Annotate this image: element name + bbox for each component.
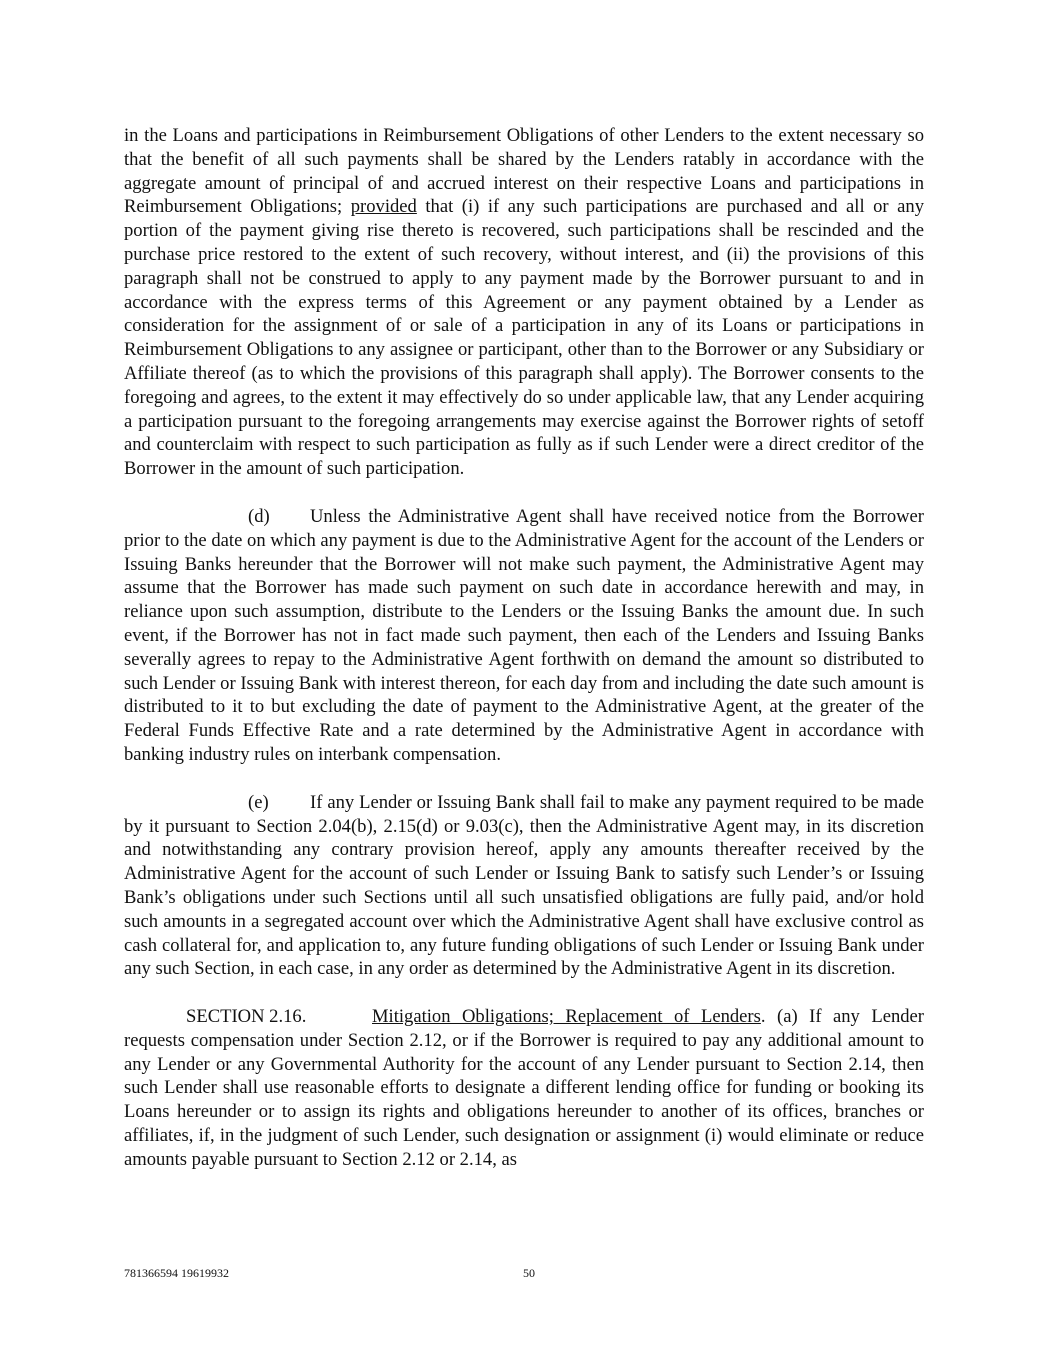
- provided-term: provided: [350, 196, 417, 218]
- body-text: [124, 124, 924, 1172]
- paragraph-d-text: Unless the Administrative Agent shall have received notice from the Borrower prior to the date on which any payment is due to the Administrative Agent for the account of the Lenders or Issuing Banks hereunder that the Borrower will not make such payment, the Administrative Agent may assume that the Borrower has made such payment on such date in accordance herewith and may, in reliance upon such assumption, distribute to the Lenders or the Issuing Banks the amount due. In such event, if the Borrower has not in fact made such payment, then each of the Lenders and Issuing Banks severally agrees to repay to the Administrative Agent forthwith on demand the amount so distributed to such Lender or Issuing Bank with interest thereon, for each day from and including the date such amount is distributed to it to but excluding the date of payment to the Administrative Agent, at the greater of the Federal Funds Effective Rate and a rate determined by the Administrative Agent in accordance with banking industry rules on interbank compensation.: [124, 505, 924, 765]
- paragraph-d: [124, 505, 924, 767]
- footer-document-id: 781366594 19619932: [124, 1266, 229, 1280]
- paragraph-e-text: If any Lender or Issuing Bank shall fail to make any payment required to be made by it pursuant to Section 2.04(b), 2.15(d) or 9.03(c), then the Administrative Agent may, in its discretion and notwithstanding any contrary provision hereof, apply any amounts thereafter received by the Administrative Agent for the account of such Lender or Issuing Bank to satisfy such Lender’s or Issuing Bank’s obligations under such Sections until all such unsatisfied obligations are fully paid, and/or hold such amounts in a segregated account over which the Administrative Agent shall have exclusive control as cash collateral for, and application to, any future funding obligations of such Lender or Issuing Bank under any such Section, in each case, in any order as determined by the Administrative Agent in its discretion.: [124, 791, 924, 980]
- paragraph-c-text-a: in the Loans and participations in Reimbursement Obligations of other Lenders to the extent necessary so that the benefit of all such payments shall be shared by the Lenders ratably in accordance with the aggregate amount of principal of and accrued interest on their respective Loans and participations in Reimbursement Obligations;: [124, 125, 924, 218]
- section-heading: Mitigation Obligations; Replacement of Lenders: [372, 1006, 761, 1028]
- paragraph-c-text-b: that (i) if any such participations are purchased and all or any portion of the payment giving rise thereto is recovered, such participations shall be rescinded and the purchase price restored to the extent of such recovery, without interest, and (ii) the provisions of this paragraph shall not be construed to apply to any payment made by the Borrower pursuant to and in accordance with the express terms of this Agreement or any payment obtained by a Lender as consideration for the assignment of or sale of a participation in any of its Loans or participations in Reimbursement Obligations to any assignee or participant, other than to the Borrower or any Subsidiary or Affiliate thereof (as to which the provisions of this paragraph shall apply). The Borrower consents to the foregoing and agrees, to the extent it may effectively do so under applicable law, that any Lender acquiring a participation pursuant to the foregoing arrangements may exercise against the Borrower rights of setoff and counterclaim with respect to such participation as fully as if such Lender were a direct creditor of the Borrower in the amount of such participation.: [124, 196, 925, 480]
- paragraph-e: [124, 791, 924, 981]
- section-text: . (a) If any Lender requests compensation under Section 2.12, or if the Borrower is required to pay any additional amount to any Lender or any Governmental Authority for the account of any Lender pursuant to Section 2.14, then such Lender shall use reasonable efforts to designate a different lending office for funding or booking its Loans hereunder or to assign its rights and obligations hereunder to another of its offices, branches or affiliates, if, in the judgment of such Lender, such designation or assignment (i) would eliminate or reduce amounts payable pursuant to Section 2.12 or 2.14, as: [124, 1006, 925, 1170]
- section-2-16: [124, 1005, 924, 1172]
- paragraph-d-label: (d): [248, 505, 270, 527]
- paragraph-e-label: (e): [248, 791, 269, 813]
- footer-page-number: 50: [523, 1266, 535, 1280]
- paragraph-c-continued: [124, 124, 924, 481]
- section-number: SECTION 2.16.: [186, 1006, 307, 1028]
